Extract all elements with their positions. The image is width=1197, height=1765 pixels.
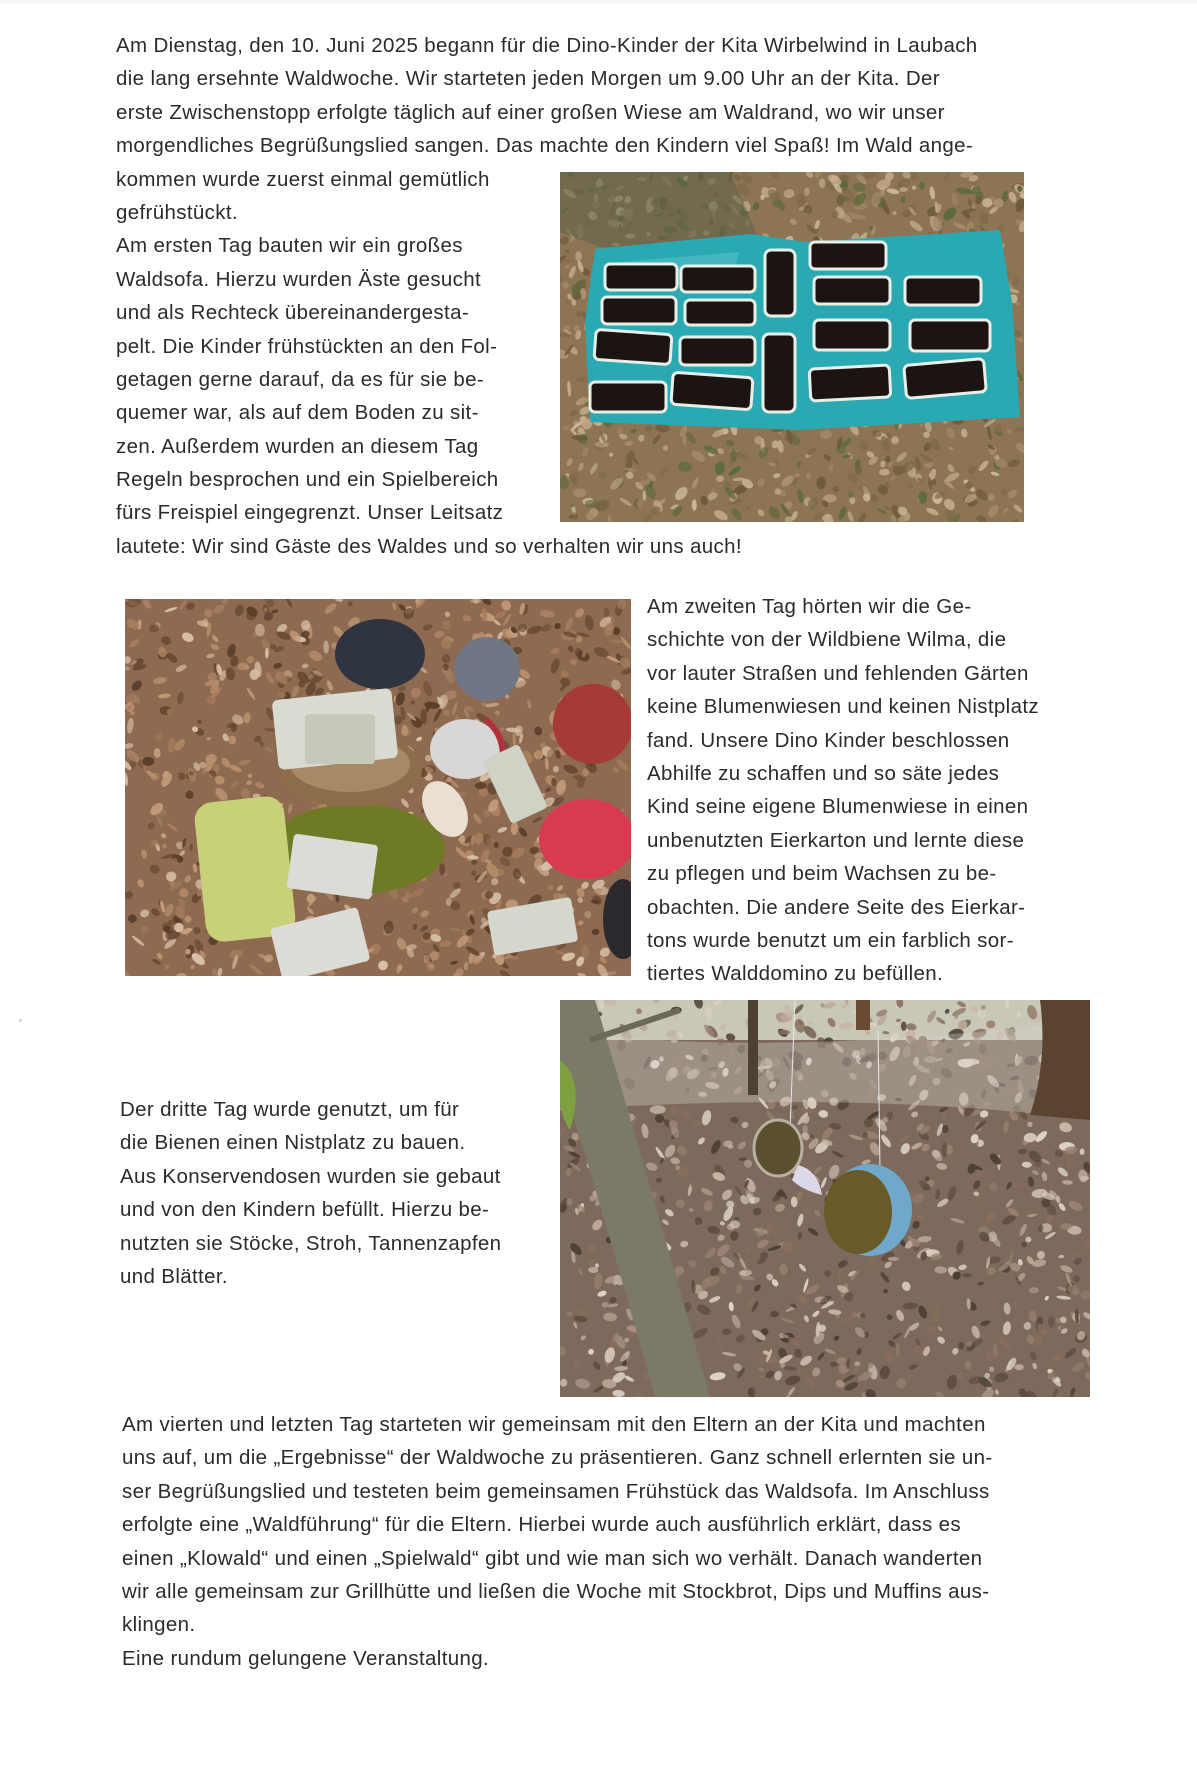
egg-carton: [594, 329, 672, 364]
pink-backpack: [539, 799, 631, 879]
text-line: die Bienen einen Nistplatz zu bauen.: [120, 1131, 466, 1155]
egg-carton: [671, 372, 753, 410]
egg-carton: [910, 320, 990, 351]
egg-carton: [605, 264, 677, 290]
photo-egg-cartons-on-tarp: [560, 172, 1024, 522]
egg-carton: [765, 250, 795, 316]
text-line: Abhilfe zu schaffen und so säte jedes: [647, 761, 1000, 785]
text-line: erfolgte eine „Waldführung“ für die Eltern. Hierbei wurde auch ausführlich erklärt, dass es: [122, 1513, 961, 1537]
text-line: tiertes Walddomino zu befüllen.: [647, 962, 944, 986]
text-line: erste Zwischenstopp erfolgte täglich auf einer großen Wiese am Waldrand, wo wir unser: [116, 100, 945, 124]
text-line: vor lauter Straßen und fehlenden Gärten: [647, 661, 1029, 685]
text-line: und von den Kindern befüllt. Hierzu be-: [120, 1198, 490, 1222]
background-tree: [748, 1000, 758, 1095]
dark-backpack: [335, 619, 425, 689]
text-line: obachten. Die andere Seite des Eierkar-: [647, 895, 1026, 919]
text-line: wir alle gemeinsam zur Grillhütte und ließen die Woche mit Stockbrot, Dips und Muffins aus-: [122, 1579, 990, 1603]
photo-tin-can-bee-hotels: [560, 1000, 1090, 1397]
text-line: keine Blumenwiesen und keinen Nistplatz: [647, 695, 1039, 719]
text-line: getagen gerne darauf, da es für sie be-: [116, 367, 485, 391]
egg-carton: [685, 300, 755, 325]
egg-carton: [681, 266, 755, 292]
text-line: morgendliches Begrüßungslied sangen. Das machte den Kindern viel Spaß! Im Wald ange-: [116, 134, 974, 158]
text-line: Am Dienstag, den 10. Juni 2025 begann für die Dino-Kinder der Kita Wirbelwind in Laubach: [116, 34, 978, 57]
leaf-speck: [888, 1257, 900, 1261]
text-line: Regeln besprochen und ein Spielbereich: [116, 468, 499, 492]
text-line: Waldsofa. Hierzu wurden Äste gesucht: [116, 267, 482, 291]
tin-can-filling: [824, 1170, 892, 1254]
text-line: Kind seine eigene Blumenwiese in einen: [647, 795, 1029, 819]
egg-carton: [287, 833, 379, 899]
text-line: und Blätter.: [120, 1264, 228, 1288]
text-line: lautete: Wir sind Gäste des Waldes und so verhalten wir uns auch!: [116, 534, 742, 558]
text-line: fürs Freispiel eingegrenzt. Unser Leitsatz: [116, 501, 504, 525]
text-line: gefrühstückt.: [116, 200, 238, 224]
grey-backpack: [454, 637, 520, 701]
paragraph-day3: [120, 1093, 501, 1293]
text-line: quemer war, als auf dem Boden zu sit-: [116, 401, 479, 425]
egg-carton: [680, 337, 755, 365]
egg-carton: [814, 277, 890, 304]
text-line: Am vierten und letzten Tag starteten wir gemeinsam mit den Eltern an der Kita und machten: [122, 1413, 986, 1436]
paragraph-day4-closing: [122, 1408, 993, 1675]
paragraph-day2: [647, 590, 1039, 991]
leaf-speck: [154, 748, 161, 758]
text-line: unbenutzten Eierkarton und lernte diese: [647, 828, 1025, 852]
egg-carton: [809, 365, 891, 401]
egg-carton: [763, 334, 795, 412]
egg-carton: [602, 297, 676, 324]
text-line: klingen.: [122, 1613, 196, 1637]
red-backpack: [553, 684, 631, 764]
tree-root: [560, 172, 760, 247]
text-line: fand. Unsere Dino Kinder beschlossen: [647, 728, 1010, 752]
text-line: Der dritte Tag wurde genutzt, um für: [120, 1098, 460, 1121]
yellow-backpack: [193, 795, 297, 944]
text-line: Am zweiten Tag hörten wir die Ge-: [647, 595, 972, 618]
leaf-speck: [893, 465, 905, 475]
text-line: schichte von der Wildbiene Wilma, die: [647, 628, 1007, 652]
scan-speck: [19, 1019, 22, 1022]
text-line: Eine rundum gelungene Veranstaltung.: [122, 1646, 490, 1670]
egg-carton: [814, 320, 890, 350]
egg-carton: [590, 382, 666, 412]
text-line: und als Rechteck übereinandergesta-: [116, 301, 469, 325]
photo-stump-with-egg-cartons: [125, 599, 631, 976]
egg-carton: [810, 242, 886, 269]
text-line: kommen wurde zuerst einmal gemütlich: [116, 167, 490, 191]
egg-carton: [905, 277, 981, 305]
text-line: nutzten sie Stöcke, Stroh, Tannenzapfen: [120, 1231, 502, 1255]
leaf-speck: [859, 441, 868, 450]
text-line: die lang ersehnte Waldwoche. Wir starteten jeden Morgen um 9.00 Uhr an der Kita. Der: [116, 67, 940, 91]
text-line: Am ersten Tag bauten wir ein großes: [116, 234, 463, 258]
scan-edge: [0, 0, 1197, 6]
text-line: zen. Außerdem wurden an diesem Tag: [116, 434, 479, 458]
text-line: zu pflegen und beim Wachsen zu be-: [647, 862, 997, 886]
tin-can-small: [754, 1120, 802, 1176]
egg-carton-flowers: [305, 714, 375, 764]
leaf-speck: [879, 469, 890, 476]
text-line: uns auf, um die „Ergebnisse“ der Waldwoche zu präsentieren. Ganz schnell erlernten sie un-: [122, 1446, 993, 1470]
text-line: ser Begrüßungslied und testeten beim gemeinsamen Frühstück das Waldsofa. Im Anschluss: [122, 1479, 990, 1503]
text-line: Aus Konservendosen wurden sie gebaut: [120, 1164, 501, 1188]
text-line: einen „Klowald“ und einen „Spielwald“ gibt und wie man sich wo verhält. Danach wanderten: [122, 1546, 983, 1570]
text-line: pelt. Die Kinder frühstückten an den Fol-: [116, 334, 498, 358]
leaf-speck: [942, 1142, 947, 1158]
egg-carton: [904, 359, 987, 399]
background-tree: [856, 1000, 870, 1030]
text-line: tons wurde benutzt um ein farblich sor-: [647, 928, 1014, 952]
